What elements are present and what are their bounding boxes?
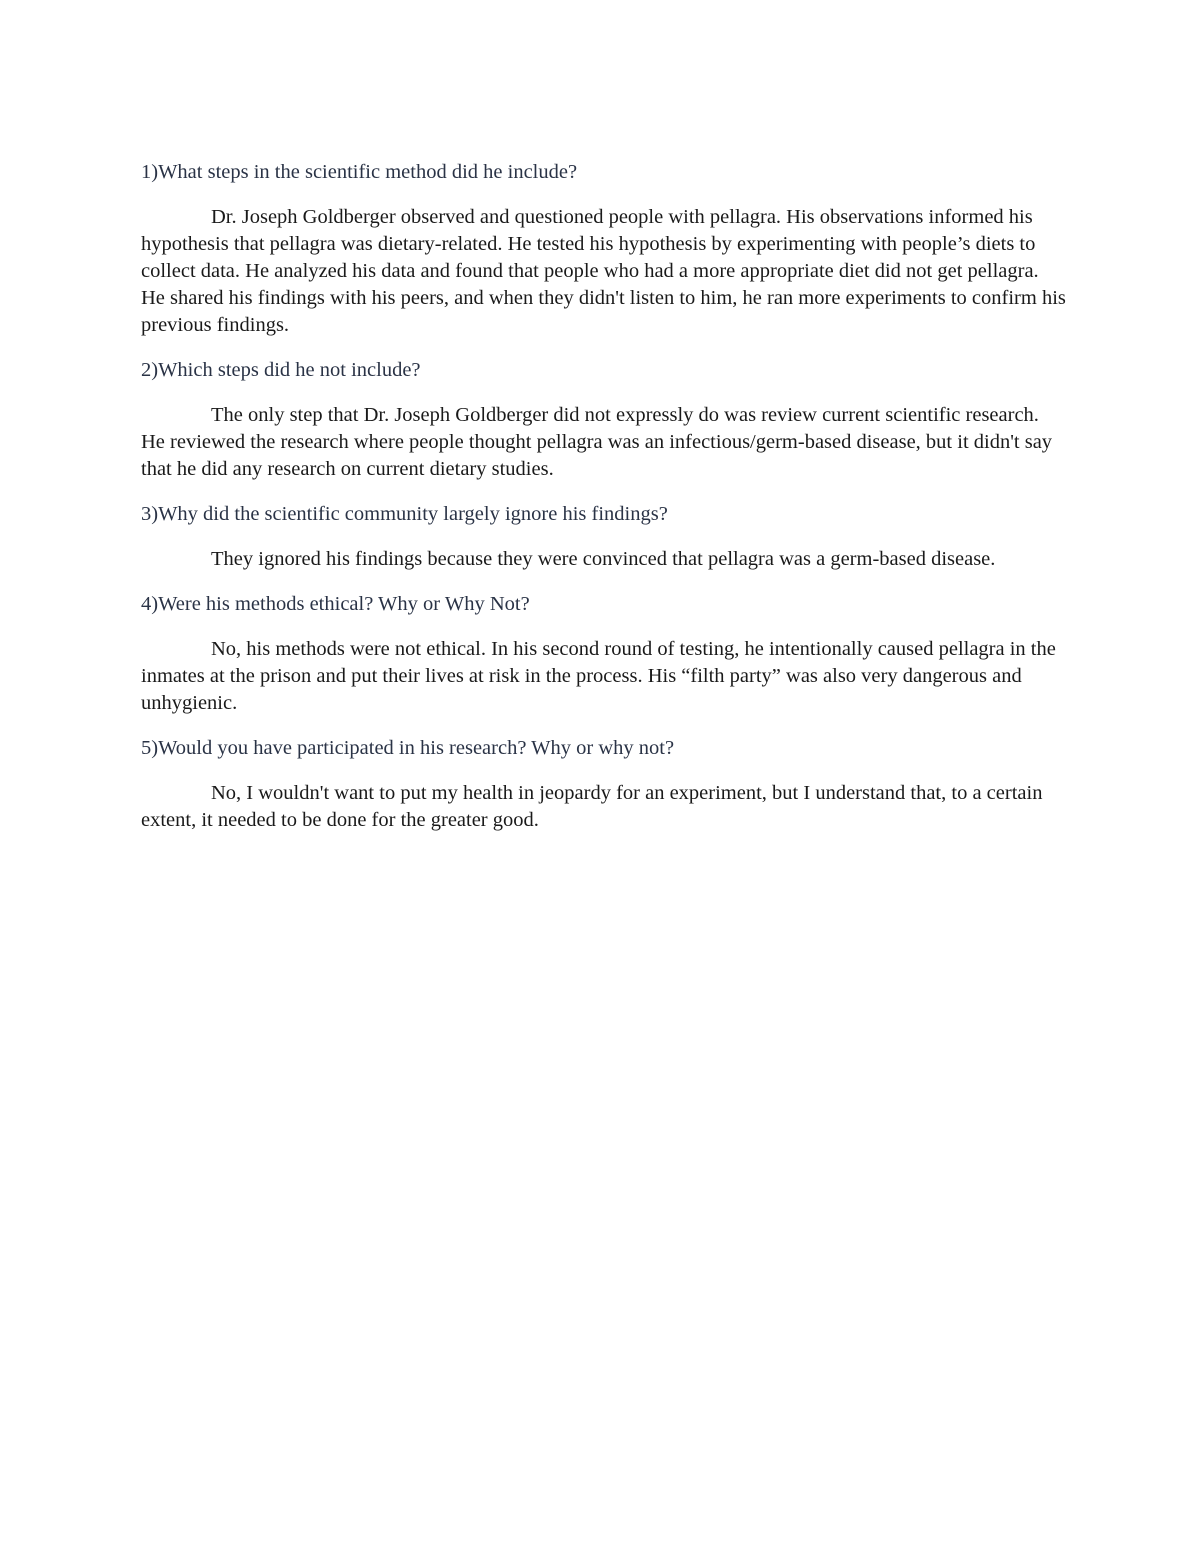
answer-5: No, I wouldn't want to put my health in jeopardy for an experiment, but I understand that, to a certain extent, it needed to be done for the greater good. [141,782,1043,831]
question-5: 5)Would you have participated in his research? Why or why not? [141,737,675,759]
question-4: 4)Were his methods ethical? Why or Why Not? [141,593,530,615]
document-body [141,159,1066,852]
answer-1: Dr. Joseph Goldberger observed and questioned people with pellagra. His observations informed his hypothesis that pellagra was dietary-related. He tested his hypothesis by experimenting with people’s diets to collect data. He analyzed his data and found that people who had a more appropriate diet did not get pellagra. He shared his findings with his peers, and when they didn't listen to him, he ran more experiments to confirm his previous findings. [141,206,1066,336]
question-1: 1)What steps in the scientific method did he include? [141,161,578,183]
answer-3: They ignored his findings because they were convinced that pellagra was a germ-based disease. [211,548,996,570]
answer-2: The only step that Dr. Joseph Goldberger did not expressly do was review current scientific research. He reviewed the research where people thought pellagra was an infectious/germ-based disease, but it didn't say that he did any research on current dietary studies. [141,404,1053,480]
question-2: 2)Which steps did he not include? [141,359,421,381]
answer-4: No, his methods were not ethical. In his second round of testing, he intentionally caused pellagra in the inmates at the prison and put their lives at risk in the process. His “filth party” was also very dangerous and unhygienic. [141,638,1056,714]
question-3: 3)Why did the scientific community largely ignore his findings? [141,503,668,525]
